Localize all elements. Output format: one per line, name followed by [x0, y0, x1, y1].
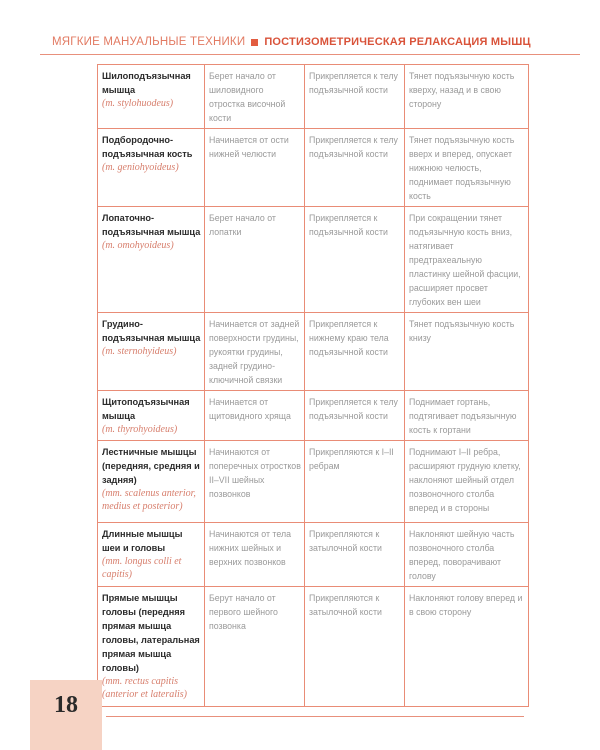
origin-cell: Начинаются от тела нижних шейных и верхних позвонков: [205, 523, 305, 587]
action-cell: Тянет подъязычную кость кверху, назад и в свою сторону: [405, 65, 529, 129]
origin-cell: Берут начало от первого шейного позвонка: [205, 587, 305, 707]
insertion-cell: Прикрепляются к затылочной кости: [305, 587, 405, 707]
action-cell: Поднимают I–II ребра, расширяют грудную клетку, наклоняют шейный отдел позвоночного столба вперед и в стороны: [405, 441, 529, 523]
origin-cell: Начинается от щитовидного хряща: [205, 391, 305, 441]
muscle-latin: (m. stylohuodeus): [102, 98, 174, 109]
action-cell: При сокращении тянет подъязычную кость вниз, натягивает предтрахеальную пластинку шейной фасции, расширяет просвет глубоких вен шеи: [405, 207, 529, 313]
section-title: МЯГКИЕ МАНУАЛЬНЫЕ ТЕХНИКИ: [52, 36, 246, 48]
origin-cell: Начинаются от поперечных отростков II–VII шейных позвонков: [205, 441, 305, 523]
muscle-name: Грудино-подъязычная мышца: [102, 319, 201, 343]
muscle-latin: (mm. scalenus anterior, medius et posterior): [102, 488, 196, 512]
muscle-name: Шилоподъязычная мышца: [102, 71, 191, 95]
muscle-cell: [98, 587, 205, 707]
muscle-cell: [98, 207, 205, 313]
muscle-cell: [98, 441, 205, 523]
page-number: 18: [54, 692, 78, 718]
muscle-latin: (m. geniohyoideus): [102, 162, 179, 173]
insertion-cell: Прикрепляется к телу подъязычной кости: [305, 65, 405, 129]
origin-cell: Берет начало от шиловидного отростка височной кости: [205, 65, 305, 129]
muscle-cell: [98, 391, 205, 441]
muscle-cell: [98, 523, 205, 587]
insertion-cell: Прикрепляется к подъязычной кости: [305, 207, 405, 313]
muscle-cell: [98, 313, 205, 391]
header-rule: [40, 54, 580, 55]
chapter-title: ПОСТИЗОМЕТРИЧЕСКАЯ РЕЛАКСАЦИЯ МЫШЦ: [264, 36, 531, 48]
muscle-name: Лопаточно-подъязычная мышца: [102, 213, 201, 237]
muscle-latin: (m. sternohyideus): [102, 346, 177, 357]
muscle-latin: (mm. rectus capitis (anterior et lateralis): [102, 676, 187, 700]
insertion-cell: Прикрепляются к I–II ребрам: [305, 441, 405, 523]
muscle-name: Подбородочно-подъязычная кость: [102, 135, 193, 159]
action-cell: Наклоняют голову вперед и в свою сторону: [405, 587, 529, 707]
table-row: [98, 65, 529, 129]
table-row: [98, 441, 529, 523]
origin-cell: Начинается от задней поверхности грудины, рукоятки грудины, задней грудино-ключичной связки: [205, 313, 305, 391]
table-row: [98, 587, 529, 707]
action-cell: Поднимает гортань, подтягивает подъязычную кость к гортани: [405, 391, 529, 441]
insertion-cell: Прикрепляется к телу подъязычной кости: [305, 129, 405, 207]
action-cell: Наклоняют шейную часть позвоночного столба вперед, поворачивают голову: [405, 523, 529, 587]
muscle-cell: [98, 129, 205, 207]
origin-cell: Берет начало от лопатки: [205, 207, 305, 313]
muscle-name: Лестничные мышцы (передняя, средняя и задняя): [102, 447, 200, 485]
muscle-latin: (m. thyrohyoideus): [102, 424, 178, 435]
action-cell: Тянет подъязычную кость книзу: [405, 313, 529, 391]
table-row: [98, 129, 529, 207]
muscle-cell: [98, 65, 205, 129]
muscle-name: Длинные мышцы шеи и головы: [102, 529, 183, 553]
action-cell: Тянет подъязычную кость вверх и вперед, опускает нижнюю челюсть, поднимает подъязычную кость: [405, 129, 529, 207]
muscles-table: [97, 64, 529, 707]
table-row: [98, 207, 529, 313]
table-row: [98, 391, 529, 441]
table-row: [98, 523, 529, 587]
muscle-latin: (mm. longus colli et capitis): [102, 556, 182, 580]
footer-rule: [106, 716, 524, 717]
insertion-cell: Прикрепляется к нижнему краю тела подъязычной кости: [305, 313, 405, 391]
table-row: [98, 313, 529, 391]
insertion-cell: Прикрепляются к затылочной кости: [305, 523, 405, 587]
square-bullet-icon: [251, 39, 258, 46]
muscle-name: Прямые мышцы головы (передняя прямая мышца головы, латеральная прямая мышца головы): [102, 593, 200, 673]
muscle-latin: (m. omohyoideus): [102, 240, 174, 251]
muscle-name: Щитоподъязычная мышца: [102, 397, 190, 421]
insertion-cell: Прикрепляется к телу подъязычной кости: [305, 391, 405, 441]
origin-cell: Начинается от ости нижней челюсти: [205, 129, 305, 207]
running-header: [52, 30, 580, 54]
